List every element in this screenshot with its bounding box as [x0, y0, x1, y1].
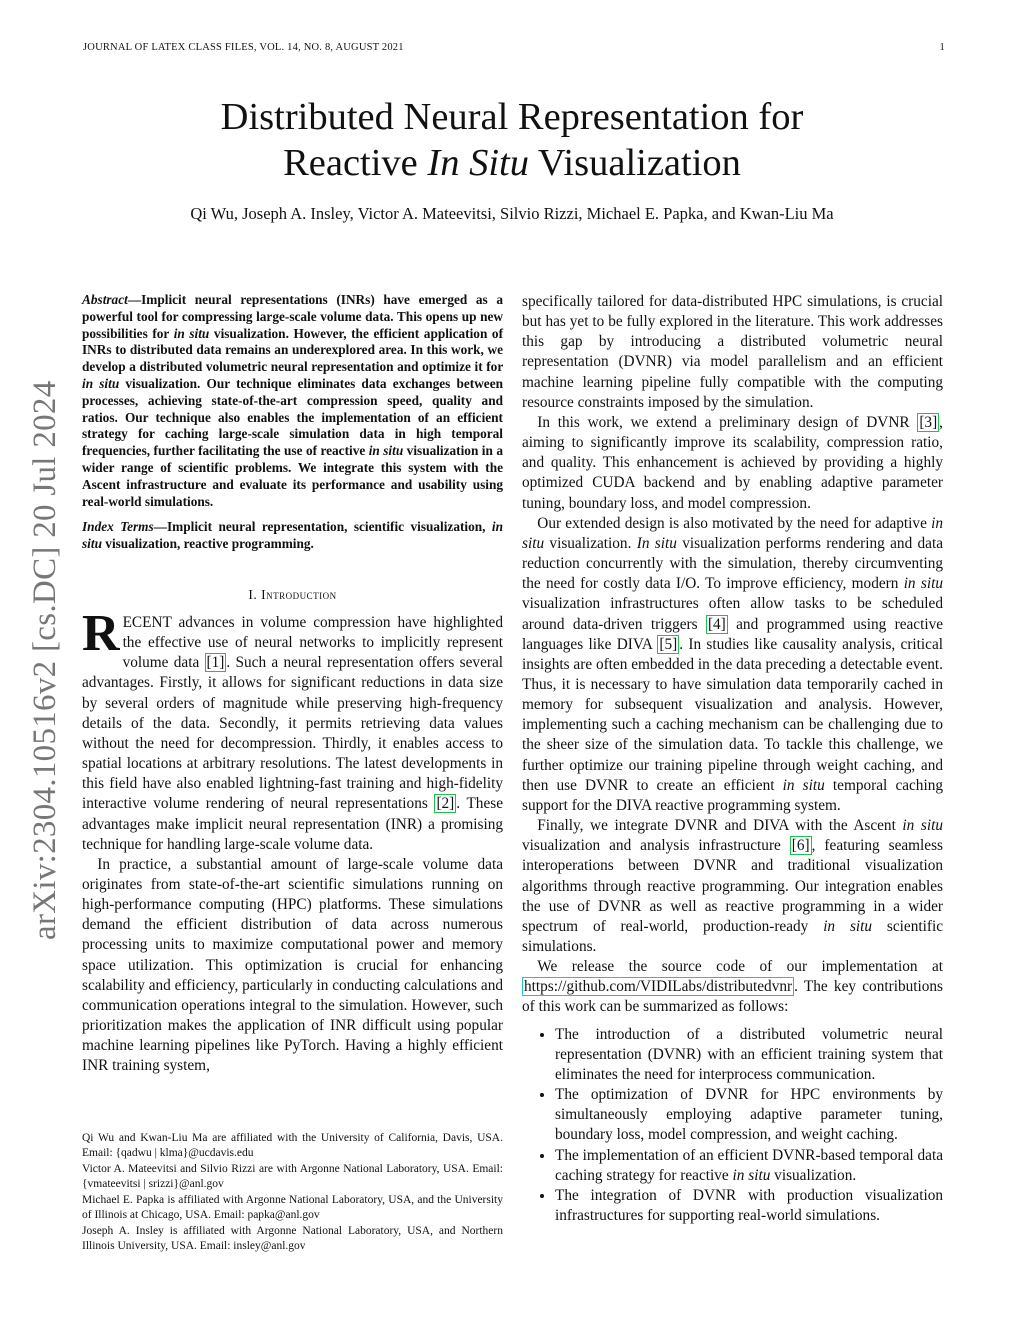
index-terms-text: —Implicit neural representation, scientific visualization, [153, 519, 492, 535]
body-text: visualization. [770, 1166, 857, 1184]
italic-text: in situ [732, 1166, 771, 1184]
footnote: Qi Wu and Kwan-Liu Ma are affiliated with the University of California, Davis, USA. Email: {qadwu | klma}@ucdavis.edu [82, 1132, 503, 1159]
abstract-italic: in situ [173, 325, 210, 341]
title-line-2-post: Visualization [529, 142, 741, 184]
running-head [83, 42, 945, 53]
abstract-label: Abstract [82, 292, 128, 307]
body-text: , featuring seamless interoperations between DVNR and traditional visualization algorithms through reactive programming. Our integration enables the use of DVNR as well as reactive programming in a wider spectrum of real-world, production-ready [522, 837, 943, 935]
abstract-text: visualization. Our technique eliminates data exchanges between processes, achieving state-of-the-art compression speed, quality and ratios. Our technique also enables the implementation of an efficient strategy for caching large-scale simulation data in high temporal frequencies, further facilitating the use of reactive [82, 375, 504, 459]
italic-text: in situ [903, 575, 943, 593]
footnote: Victor A. Mateevitsi and Silvio Rizzi are with Argonne National Laboratory, USA. Email: {vmateevitsi | srizzi}@anl.gov [82, 1163, 503, 1190]
contribution-item: • The optimization of DVNR for HPC environments by simultaneously employing adaptive parameter tuning, boundary loss, model compression, and weight caching. [555, 1085, 943, 1145]
abstract-text: visualization. However, the efficient application of INRs to distributed data remains an underexplored area. In this work, we develop a distributed volumetric neural representation and optimize it for [82, 325, 504, 375]
title-line-2-pre: Reactive [283, 142, 428, 184]
italic-text: In situ [636, 534, 677, 552]
index-terms [82, 519, 503, 553]
body-text: Our extended design is also motivated by the need for adaptive [537, 514, 932, 532]
body-text: , aiming to significantly improve its scalability, compression ratio, and quality. This enhancement is achieved by providing a highly optimized CUDA backend and by enabling adaptive parameter tuning, boundary loss, and model compression. [522, 413, 943, 512]
author-list: Qi Wu, Joseph A. Insley, Victor A. Mateevitsi, Silvio Rizzi, Michael E. Papka, and Kwan-Liu Ma [190, 204, 834, 223]
abstract [82, 292, 503, 510]
body-text: . These advantages make implicit neural representation (INR) a promising technique for handling large-scale volume data. [82, 795, 503, 853]
contribution-item [555, 1146, 943, 1186]
body-text: visualization performs rendering and data reduction concurrently with the simulation, thereby circumventing the need for costly data I/O. To improve efficiency, modern [522, 534, 944, 593]
abstract-italic: in situ [368, 443, 404, 459]
body-text: scientific simulations. [522, 917, 943, 955]
citation-link[interactable]: [4] [707, 615, 726, 633]
journal-header: JOURNAL OF LATEX CLASS FILES, VOL. 14, NO. 8, AUGUST 2021 [83, 42, 404, 53]
index-terms-italic: in situ [82, 519, 503, 552]
body-text: and programmed using reactive languages like DIVA [522, 615, 944, 653]
body-text: In this work, we extend a preliminary design of DVNR [537, 413, 918, 431]
italic-text: in situ [823, 917, 873, 935]
section-title: Introduction [261, 586, 337, 602]
footnotes [82, 1131, 503, 1255]
body-text: temporal caching support for the DIVA reactive programming system. [522, 776, 944, 814]
contribution-item: • The integration of DVNR with production visualization infrastructures for supporting real-world simulations. [555, 1186, 943, 1226]
abstract-text: visualization in a wider range of scientific problems. We integrate this system with the Ascent infrastructure and evaluate its performance and usability using real-world simulations. [82, 443, 503, 509]
abstract-text: —Implicit neural representations (INRs) have emerged as a powerful tool for compressing large-scale volume data. This opens up new possibilities for [82, 292, 503, 341]
intro-paragraph-2-continued: specifically tailored for data-distributed HPC simulations, is crucial but has yet to be fully explored in the literature. This work addresses this gap by introducing a distributed volumetric neural representation (DVNR) via model parallelism and an efficient machine learning pipeline fully compatible with the computing resource constraints imposed by the simulation. [522, 293, 943, 411]
body-text: visualization infrastructures often allow tasks to be scheduled around data-driven triggers [522, 595, 943, 633]
body-text: visualization and analysis infrastructure [522, 837, 790, 855]
left-column [82, 292, 503, 1077]
right-column [522, 292, 943, 1226]
body-text: . The key contributions of this work can be summarized as follows: [522, 978, 943, 1016]
title-block [0, 94, 1024, 224]
citation-link[interactable]: [5] [659, 635, 678, 653]
body-text: We release the source code of our implementation at [537, 958, 943, 976]
title-line-1: Distributed Neural Representation for [220, 96, 804, 138]
citation-link[interactable]: [1] [206, 654, 225, 672]
body-text: . Such a neural representation offers several advantages. Firstly, it allows for significant reductions in data size by several orders of magnitude while preserving high-frequency details of the data. Secondly, it permits retrieving data values without the need for decompression. Thirdly, it enables access to spatial locations at arbitrary resolutions. The latest developments in this field have also enabled lightning-fast training and high-fidelity interactive volume rendering of neural representations [82, 654, 503, 813]
body-text: The implementation of an efficient DVNR-based temporal data caching strategy for reactive [555, 1146, 943, 1184]
abstract-italic: in situ [82, 375, 120, 391]
section-heading [82, 587, 503, 603]
footnote: Michael E. Papka is affiliated with Argonne National Laboratory, USA, and the University of Illinois at Chicago, USA. Email: papka@anl.gov [82, 1194, 503, 1221]
section-numeral: I. [248, 586, 262, 602]
intro-paragraph-5 [522, 816, 943, 957]
italic-text: in situ [522, 514, 943, 552]
paper-title [0, 94, 1024, 186]
italic-text: in situ [782, 776, 825, 794]
arxiv-stamp: arXiv:2304.10516v2 [cs.DC] 20 Jul 2024 [27, 380, 63, 940]
source-code-link[interactable]: https://github.com/VIDILabs/distributedvnr [524, 978, 793, 996]
body-text: ECENT advances in volume compression have highlighted the effective use of neural networks to implicitly represent volume data [122, 613, 503, 672]
citation-link[interactable]: [6] [791, 837, 810, 855]
intro-paragraph-6 [522, 957, 943, 1017]
page-number: 1 [939, 42, 945, 53]
body-text: . In studies like causality analysis, critical insights are often embedded in the data preceding a detectable event. Thus, it is necessary to have simulation data temporarily cached in memory for subsequent visualization and analysis. However, implementing such a caching mechanism can be challenging due to the sheer size of the simulation data. To tackle this challenge, we further optimize our training pipeline through weight caching, and then use DVNR to create an efficient [522, 635, 943, 794]
italic-text: in situ [902, 817, 943, 835]
intro-paragraph-2: In practice, a substantial amount of large-scale volume data originates from state-of-the-art scientific simulations running on high-performance computing (HPC) platforms. These simulations demand the efficient distribution of data across numerous processing units to maximize computational power and memory space utilization. This optimization is crucial for enhancing scalability and efficiency, particularly in conducting calculations and communication operations integral to the simulation. However, such prioritization makes the application of INR difficult using popular machine learning pipelines like PyTorch. Having a highly efficient INR training system, [82, 855, 503, 1075]
citation-link[interactable]: [3] [919, 413, 938, 431]
intro-paragraph-4 [522, 514, 943, 816]
index-terms-text: visualization, reactive programming. [101, 536, 314, 552]
citation-link[interactable]: [2] [436, 795, 455, 813]
intro-paragraph-3 [522, 413, 943, 514]
intro-paragraph-1 [82, 604, 503, 855]
title-line-2-italic: In Situ [427, 142, 529, 184]
index-terms-label: Index Terms [82, 519, 154, 535]
body-text: Finally, we integrate DVNR and DIVA with the Ascent [537, 817, 903, 835]
footnote: Joseph A. Insley is affiliated with Argonne National Laboratory, USA, and Northern Illinois University, USA. Email: insley@anl.gov [82, 1225, 503, 1252]
contribution-item: • The introduction of a distributed volumetric neural representation (DVNR) with an efficient training system that eliminates the need for interprocess communication. [555, 1025, 943, 1085]
drop-cap: R [82, 604, 120, 662]
contribution-list [522, 1025, 943, 1227]
body-text: visualization. [544, 534, 637, 552]
